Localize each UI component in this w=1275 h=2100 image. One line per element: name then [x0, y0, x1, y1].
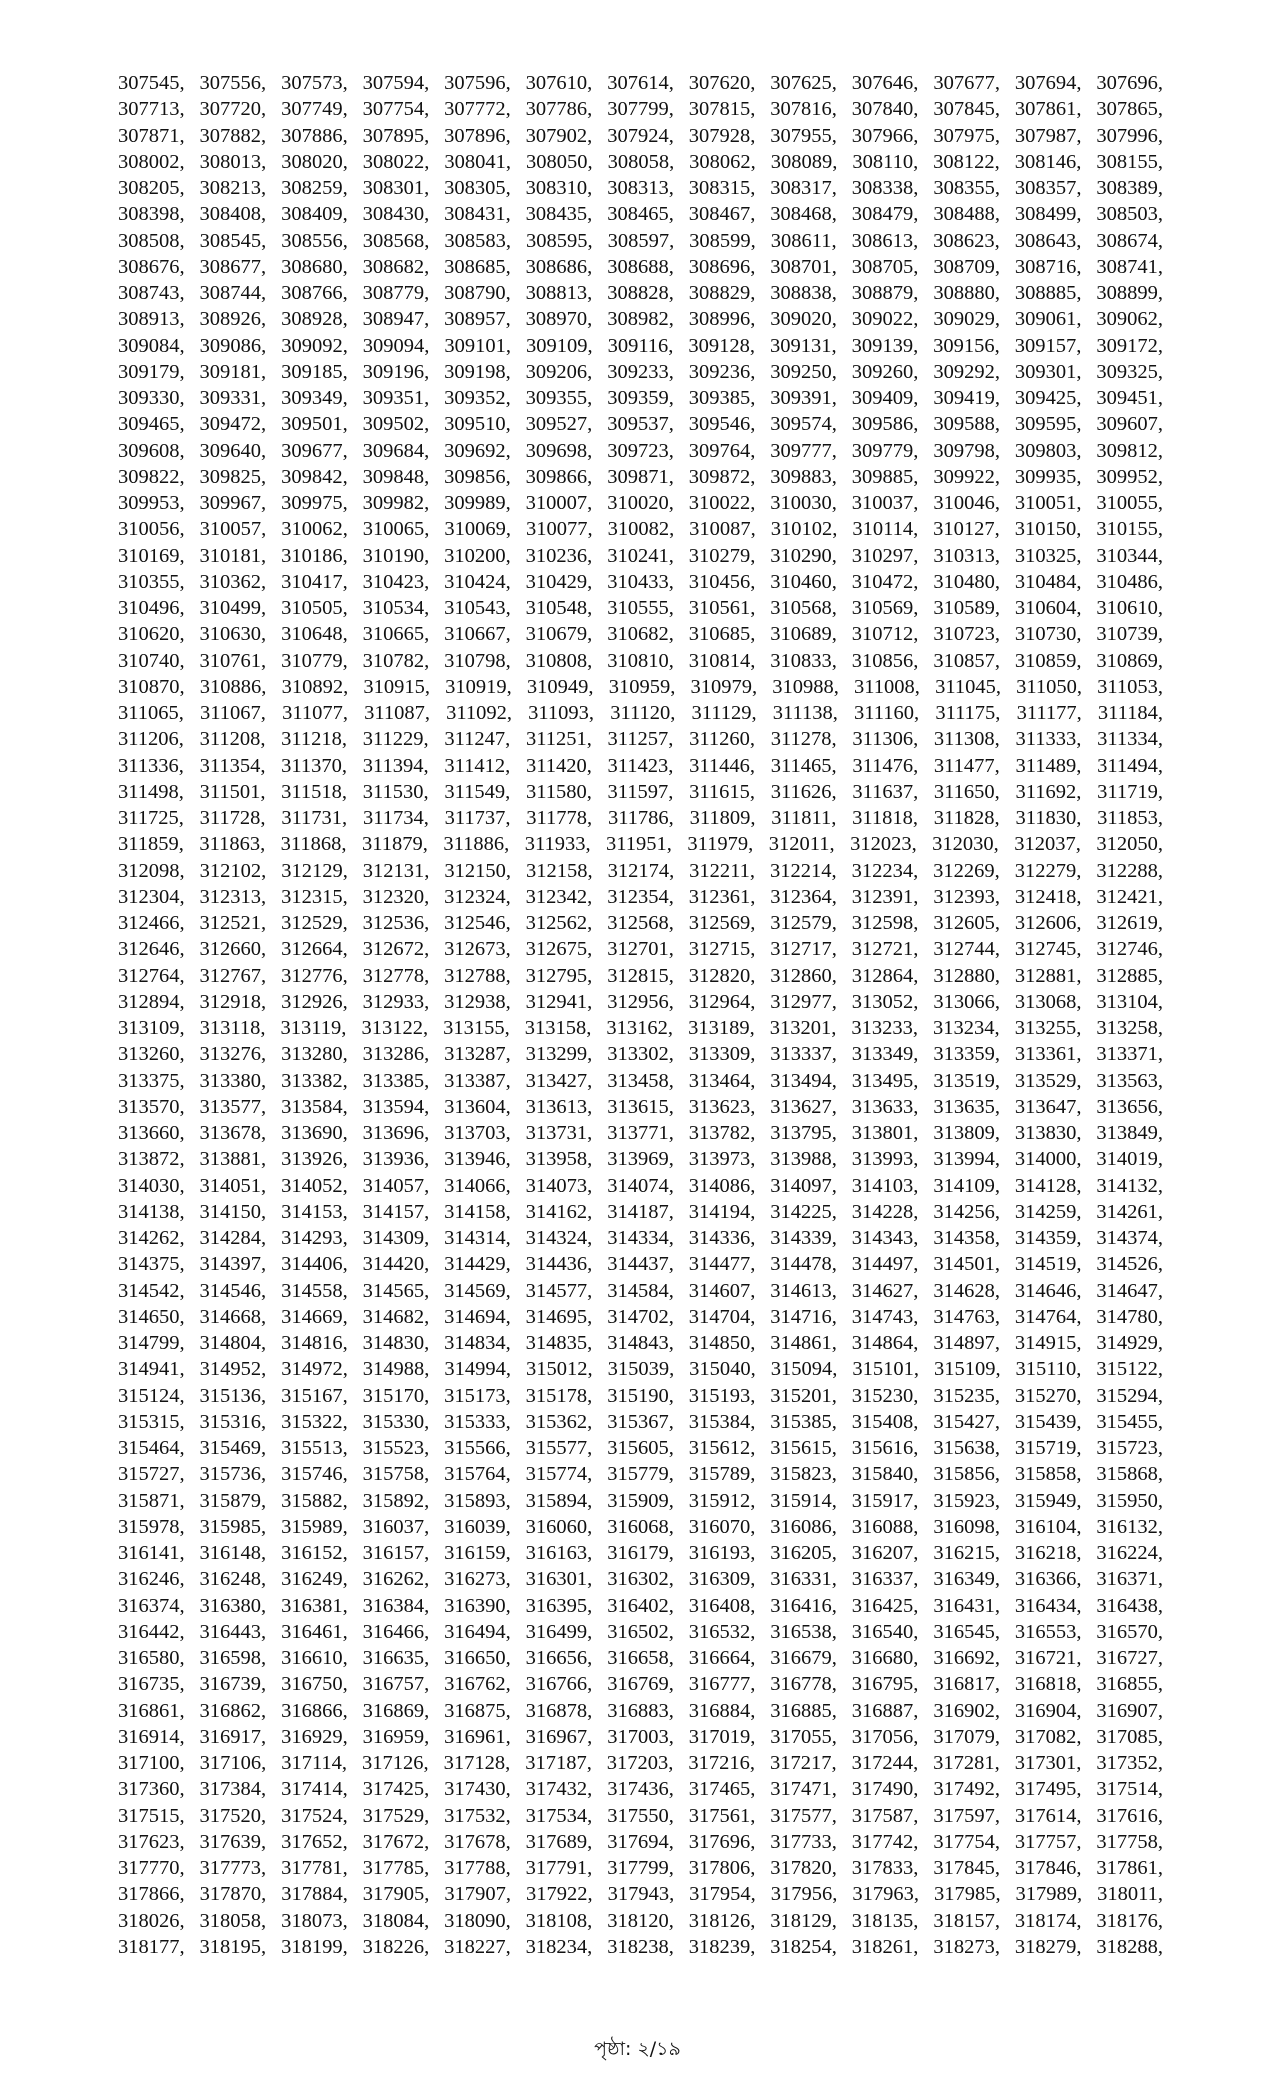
roll-number-line: 311065, 311067, 311077, 311087, 311092, 311093, 311120, 311129, 311138, 311160, 311175, 311177, 311184,: [118, 702, 1163, 724]
roll-number-line: 317770, 317773, 317781, 317785, 317788, 317791, 317799, 317806, 317820, 317833, 317845, 317846, 317861,: [118, 1857, 1163, 1879]
roll-number-line: 312764, 312767, 312776, 312778, 312788, 312795, 312815, 312820, 312860, 312864, 312880, 312881, 312885,: [118, 964, 1163, 987]
roll-number-line: 311498, 311501, 311518, 311530, 311549, 311580, 311597, 311615, 311626, 311637, 311650, 311692, 311719,: [118, 780, 1163, 803]
roll-number-list: [118, 70, 1163, 1960]
page-number: পৃষ্ঠা: ২/১৯: [594, 2038, 681, 2060]
roll-number-line: 316861, 316862, 316866, 316869, 316875, 316878, 316883, 316884, 316885, 316887, 316902, 316904, 316907,: [118, 1699, 1163, 1722]
roll-number-line: 308913, 308926, 308928, 308947, 308957, 308970, 308982, 308996, 309020, 309022, 309029, 309061, 309062,: [118, 308, 1163, 331]
roll-number-line: 315464, 315469, 315513, 315523, 315566, 315577, 315605, 315612, 315615, 315616, 315638, 315719, 315723,: [118, 1437, 1163, 1459]
roll-number-line: 314138, 314150, 314153, 314157, 314158, 314162, 314187, 314194, 314225, 314228, 314256, 314259, 314261,: [118, 1200, 1163, 1223]
roll-number-line: 316374, 316380, 316381, 316384, 316390, 316395, 316402, 316408, 316416, 316425, 316431, 316434, 316438,: [118, 1594, 1163, 1617]
roll-number-line: 310355, 310362, 310417, 310423, 310424, 310429, 310433, 310456, 310460, 310472, 310480, 310484, 310486,: [118, 570, 1163, 593]
roll-number-line: 316735, 316739, 316750, 316757, 316762, 316766, 316769, 316777, 316778, 316795, 316817, 316818, 316855,: [118, 1673, 1163, 1696]
roll-number-line: 309084, 309086, 309092, 309094, 309101, 309109, 309116, 309128, 309131, 309139, 309156, 309157, 309172,: [118, 334, 1163, 357]
roll-number-line: 315315, 315316, 315322, 315330, 315333, 315362, 315367, 315384, 315385, 315408, 315427, 315439, 315455,: [118, 1410, 1163, 1433]
roll-number-line: 308398, 308408, 308409, 308430, 308431, 308435, 308465, 308467, 308468, 308479, 308488, 308499, 308503,: [118, 203, 1163, 226]
roll-number-line: 308002, 308013, 308020, 308022, 308041, 308050, 308058, 308062, 308089, 308110, 308122, 308146, 308155,: [118, 150, 1163, 173]
roll-number-line: 308743, 308744, 308766, 308779, 308790, 308813, 308828, 308829, 308838, 308879, 308880, 308885, 308899,: [118, 282, 1163, 304]
roll-number-line: 317100, 317106, 317114, 317126, 317128, 317187, 317203, 317216, 317217, 317244, 317281, 317301, 317352,: [118, 1752, 1163, 1774]
roll-number-line: 310056, 310057, 310062, 310065, 310069, 310077, 310082, 310087, 310102, 310114, 310127, 310150, 310155,: [118, 518, 1163, 541]
roll-number-line: 316442, 316443, 316461, 316466, 316494, 316499, 316502, 316532, 316538, 316540, 316545, 316553, 316570,: [118, 1620, 1163, 1643]
roll-number-line: 311859, 311863, 311868, 311879, 311886, 311933, 311951, 311979, 312011, 312023, 312030, 312037, 312050,: [118, 833, 1163, 856]
roll-number-line: 315727, 315736, 315746, 315758, 315764, 315774, 315779, 315789, 315823, 315840, 315856, 315858, 315868,: [118, 1463, 1163, 1486]
roll-number-line: 309179, 309181, 309185, 309196, 309198, 309206, 309233, 309236, 309250, 309260, 309292, 309301, 309325,: [118, 360, 1163, 383]
roll-number-line: 312098, 312102, 312129, 312131, 312150, 312158, 312174, 312211, 312214, 312234, 312269, 312279, 312288,: [118, 859, 1163, 882]
roll-number-line: 314650, 314668, 314669, 314682, 314694, 314695, 314702, 314704, 314716, 314743, 314763, 314764, 314780,: [118, 1305, 1163, 1328]
roll-number-line: 313660, 313678, 313690, 313696, 313703, 313731, 313771, 313782, 313795, 313801, 313809, 313830, 313849,: [118, 1122, 1163, 1144]
roll-number-line: 309330, 309331, 309349, 309351, 309352, 309355, 309359, 309385, 309391, 309409, 309419, 309425, 309451,: [118, 387, 1163, 409]
roll-number-line: 314542, 314546, 314558, 314565, 314569, 314577, 314584, 314607, 314613, 314627, 314628, 314646, 314647,: [118, 1279, 1163, 1302]
roll-number-line: 316246, 316248, 316249, 316262, 316273, 316301, 316302, 316309, 316331, 316337, 316349, 316366, 316371,: [118, 1568, 1163, 1591]
roll-number-line: 314262, 314284, 314293, 314309, 314314, 314324, 314334, 314336, 314339, 314343, 314358, 314359, 314374,: [118, 1227, 1163, 1249]
roll-number-line: 310496, 310499, 310505, 310534, 310543, 310548, 310555, 310561, 310568, 310569, 310589, 310604, 310610,: [118, 597, 1163, 619]
roll-number-line: 313260, 313276, 313280, 313286, 313287, 313299, 313302, 313309, 313337, 313349, 313359, 313361, 313371,: [118, 1043, 1163, 1066]
roll-number-line: 311336, 311354, 311370, 311394, 311412, 311420, 311423, 311446, 311465, 311476, 311477, 311489, 311494,: [118, 754, 1163, 777]
roll-number-line: 315978, 315985, 315989, 316037, 316039, 316060, 316068, 316070, 316086, 316088, 316098, 316104, 316132,: [118, 1515, 1163, 1538]
roll-number-line: 318177, 318195, 318199, 318226, 318227, 318234, 318238, 318239, 318254, 318261, 318273, 318279, 318288,: [118, 1935, 1163, 1958]
roll-number-line: 307871, 307882, 307886, 307895, 307896, 307902, 307924, 307928, 307955, 307966, 307975, 307987, 307996,: [118, 124, 1163, 147]
roll-number-line: 310740, 310761, 310779, 310782, 310798, 310808, 310810, 310814, 310833, 310856, 310857, 310859, 310869,: [118, 649, 1163, 672]
roll-number-line: 318026, 318058, 318073, 318084, 318090, 318108, 318120, 318126, 318129, 318135, 318157, 318174, 318176,: [118, 1909, 1163, 1932]
roll-number-line: 311725, 311728, 311731, 311734, 311737, 311778, 311786, 311809, 311811, 311818, 311828, 311830, 311853,: [118, 807, 1163, 829]
roll-number-line: 312466, 312521, 312529, 312536, 312546, 312562, 312568, 312569, 312579, 312598, 312605, 312606, 312619,: [118, 912, 1163, 934]
roll-number-line: 313109, 313118, 313119, 313122, 313155, 313158, 313162, 313189, 313201, 313233, 313234, 313255, 313258,: [118, 1017, 1163, 1039]
roll-number-line: 314375, 314397, 314406, 314420, 314429, 314436, 314437, 314477, 314478, 314497, 314501, 314519, 314526,: [118, 1253, 1163, 1276]
roll-number-line: 310870, 310886, 310892, 310915, 310919, 310949, 310959, 310979, 310988, 311008, 311045, 311050, 311053,: [118, 675, 1163, 698]
roll-number-line: 308205, 308213, 308259, 308301, 308305, 308310, 308313, 308315, 308317, 308338, 308355, 308357, 308389,: [118, 177, 1163, 199]
roll-number-line: 312646, 312660, 312664, 312672, 312673, 312675, 312701, 312715, 312717, 312721, 312744, 312745, 312746,: [118, 938, 1163, 961]
roll-number-line: 317515, 317520, 317524, 317529, 317532, 317534, 317550, 317561, 317577, 317587, 317597, 317614, 317616,: [118, 1804, 1163, 1827]
roll-number-line: 310169, 310181, 310186, 310190, 310200, 310236, 310241, 310279, 310290, 310297, 310313, 310325, 310344,: [118, 544, 1163, 567]
roll-number-line: 313375, 313380, 313382, 313385, 313387, 313427, 313458, 313464, 313494, 313495, 313519, 313529, 313563,: [118, 1069, 1163, 1092]
roll-number-line: 316914, 316917, 316929, 316959, 316961, 316967, 317003, 317019, 317055, 317056, 317079, 317082, 317085,: [118, 1725, 1163, 1748]
roll-number-line: 314799, 314804, 314816, 314830, 314834, 314835, 314843, 314850, 314861, 314864, 314897, 314915, 314929,: [118, 1332, 1163, 1354]
roll-number-line: 312894, 312918, 312926, 312933, 312938, 312941, 312956, 312964, 312977, 313052, 313066, 313068, 313104,: [118, 990, 1163, 1013]
roll-number-line: 309608, 309640, 309677, 309684, 309692, 309698, 309723, 309764, 309777, 309779, 309798, 309803, 309812,: [118, 439, 1163, 462]
roll-number-line: 307545, 307556, 307573, 307594, 307596, 307610, 307614, 307620, 307625, 307646, 307677, 307694, 307696,: [118, 72, 1163, 94]
roll-number-line: 311206, 311208, 311218, 311229, 311247, 311251, 311257, 311260, 311278, 311306, 311308, 311333, 311334,: [118, 728, 1163, 751]
roll-number-line: 310620, 310630, 310648, 310665, 310667, 310679, 310682, 310685, 310689, 310712, 310723, 310730, 310739,: [118, 623, 1163, 646]
roll-number-line: 307713, 307720, 307749, 307754, 307772, 307786, 307799, 307815, 307816, 307840, 307845, 307861, 307865,: [118, 98, 1163, 121]
roll-number-line: 317360, 317384, 317414, 317425, 317430, 317432, 317436, 317465, 317471, 317490, 317492, 317495, 317514,: [118, 1778, 1163, 1801]
roll-number-line: 317623, 317639, 317652, 317672, 317678, 317689, 317694, 317696, 317733, 317742, 317754, 317757, 317758,: [118, 1830, 1163, 1853]
roll-number-line: 312304, 312313, 312315, 312320, 312324, 312342, 312354, 312361, 312364, 312391, 312393, 312418, 312421,: [118, 885, 1163, 908]
roll-number-line: 317866, 317870, 317884, 317905, 317907, 317922, 317943, 317954, 317956, 317963, 317985, 317989, 318011,: [118, 1883, 1163, 1906]
roll-number-line: 314941, 314952, 314972, 314988, 314994, 315012, 315039, 315040, 315094, 315101, 315109, 315110, 315122,: [118, 1358, 1163, 1381]
roll-number-line: 316141, 316148, 316152, 316157, 316159, 316163, 316179, 316193, 316205, 316207, 316215, 316218, 316224,: [118, 1542, 1163, 1564]
roll-number-line: 316580, 316598, 316610, 316635, 316650, 316656, 316658, 316664, 316679, 316680, 316692, 316721, 316727,: [118, 1647, 1163, 1669]
roll-number-line: 308676, 308677, 308680, 308682, 308685, 308686, 308688, 308696, 308701, 308705, 308709, 308716, 308741,: [118, 255, 1163, 278]
roll-number-line: 309465, 309472, 309501, 309502, 309510, 309527, 309537, 309546, 309574, 309586, 309588, 309595, 309607,: [118, 413, 1163, 436]
roll-number-line: 313570, 313577, 313584, 313594, 313604, 313613, 313615, 313623, 313627, 313633, 313635, 313647, 313656,: [118, 1095, 1163, 1118]
roll-number-line: 309953, 309967, 309975, 309982, 309989, 310007, 310020, 310022, 310030, 310037, 310046, 310051, 310055,: [118, 492, 1163, 514]
roll-number-line: 314030, 314051, 314052, 314057, 314066, 314073, 314074, 314086, 314097, 314103, 314109, 314128, 314132,: [118, 1174, 1163, 1197]
roll-number-line: 308508, 308545, 308556, 308568, 308583, 308595, 308597, 308599, 308611, 308613, 308623, 308643, 308674,: [118, 229, 1163, 252]
roll-number-line: 315124, 315136, 315167, 315170, 315173, 315178, 315190, 315193, 315201, 315230, 315235, 315270, 315294,: [118, 1384, 1163, 1407]
roll-number-line: 313872, 313881, 313926, 313936, 313946, 313958, 313969, 313973, 313988, 313993, 313994, 314000, 314019,: [118, 1148, 1163, 1171]
roll-number-line: 309822, 309825, 309842, 309848, 309856, 309866, 309871, 309872, 309883, 309885, 309922, 309935, 309952,: [118, 465, 1163, 488]
roll-number-line: 315871, 315879, 315882, 315892, 315893, 315894, 315909, 315912, 315914, 315917, 315923, 315949, 315950,: [118, 1489, 1163, 1512]
